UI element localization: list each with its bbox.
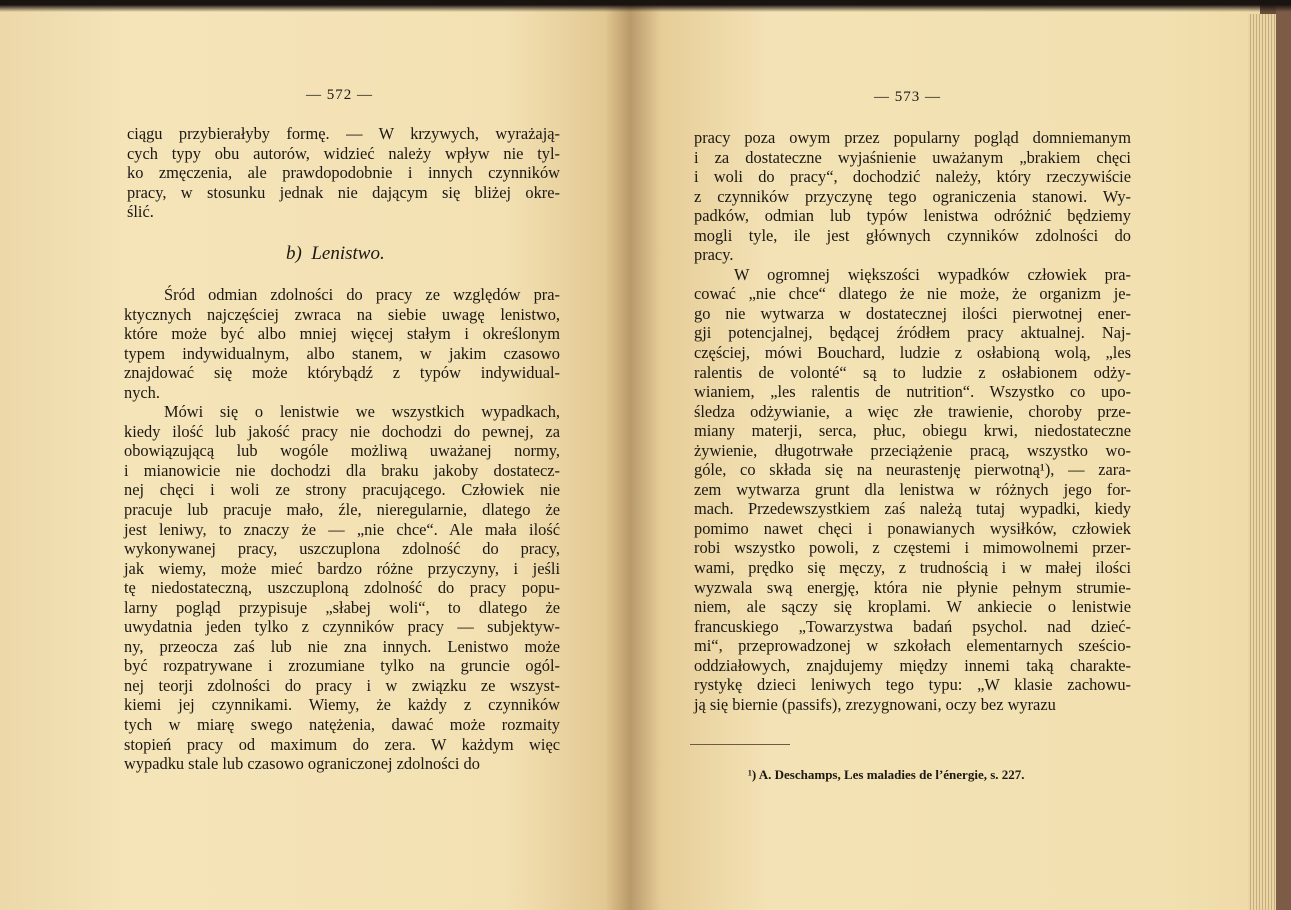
- left-page: [0, 0, 630, 910]
- text-line: być rozpatrywane i zrozumiane tylko na gruncie ogól-: [124, 656, 560, 676]
- text-line: Śród odmian zdolności do pracy ze względów pra-: [164, 285, 560, 304]
- text-line: obowiązującą lub wogóle możliwą uważanej normy,: [124, 441, 560, 461]
- footnote: ¹) A. Deschamps, Les maladies de l’énergie, s. 227.: [748, 767, 1025, 782]
- text-line: wypadku stale lub czasowo ograniczonej zdolności do: [124, 754, 480, 774]
- footnote-rule: [690, 744, 790, 745]
- text-line: ciągu przybierałyby formę. — W krzywych, wyrażają-: [127, 124, 560, 143]
- body-paragraphs-right: [694, 128, 1131, 714]
- section-heading: [286, 243, 385, 265]
- page-edges: [1248, 14, 1278, 910]
- section-letter: b): [286, 243, 302, 264]
- text-line: mach. Przedewszystkiem zaś należą tutaj wypadki, kiedy: [694, 499, 1131, 519]
- text-line: padków, odmian lub typów lenistwa odróżnić będziemy: [694, 206, 1131, 226]
- text-line: śledza odżywianie, a więc złe trawienie, choroby prze-: [694, 401, 1131, 421]
- text-line: ślić.: [127, 202, 154, 222]
- text-line: góle, co składa się na neurastenję pierwotną¹), — zara-: [694, 460, 1131, 480]
- text-line: stopień pracy od maximum do zera. W każdym więc: [124, 734, 560, 754]
- text-line: pomimo nawet chęci i ponawianych wysiłków, człowiek: [694, 518, 1131, 538]
- text-line: oddziałowych, znajdujemy między innemi taką charakte-: [694, 655, 1131, 675]
- text-line: Mówi się o lenistwie we wszystkich wypadkach,: [164, 402, 560, 422]
- text-line: które może być albo mniej więcej stałym i określonym: [124, 324, 560, 344]
- text-line: zem wytwarza grunt dla lenistwa w różnych jego for-: [694, 479, 1131, 499]
- text-line: ko zmęczenia, ale prawdopodobnie i innych czynników: [127, 163, 560, 183]
- text-line: kiedy ilość lub jakość pracy nie dochodzi do pewnej, za: [124, 421, 560, 441]
- text-line: wianiem, „les ralentis de nutrition“. Wszystko co upo-: [694, 382, 1131, 402]
- section-title: Lenistwo.: [311, 243, 385, 264]
- text-line: wykonywanej pracy, uszczuplona zdolność do pracy,: [124, 539, 560, 559]
- text-line: z czynników przyczynę tego ograniczenia stanowi. Wy-: [694, 186, 1131, 206]
- body-paragraphs-left: [124, 285, 560, 774]
- text-line: kiemi jej czynnikami. Wiemy, że każdy z czynników: [124, 695, 560, 715]
- text-line: nej teorji zdolności do pracy i w związku ze wszyst-: [124, 675, 560, 695]
- right-page: [630, 0, 1260, 910]
- text-line: niem, ale sączy się kroplami. W ankiecie o lenistwie: [694, 597, 1131, 617]
- text-line: znajdować się może którybądź z typów indywidual-: [124, 363, 560, 383]
- text-line: i mianowicie nie dochodzi dla braku jakoby dostatecz-: [124, 460, 560, 480]
- text-line: ralentis de volonté“ są to ludzie z osłabionem odży-: [694, 362, 1131, 382]
- text-line: i za dostateczne wyjaśnienie uważanym „brakiem chęci: [694, 147, 1131, 167]
- text-line: i woli do pracy“, dochodzić należy, który rzeczywiście: [694, 167, 1131, 187]
- top-shadow: [0, 0, 1291, 12]
- text-line: cych typy obu autorów, widzieć należy wpływ nie tyl-: [127, 143, 560, 163]
- text-line: cować „nie chce“ dlatego że nie może, że organizm je-: [694, 284, 1131, 304]
- intro-paragraph: [127, 124, 560, 222]
- text-line: W ogromnej większości wypadków człowiek pra-: [734, 264, 1131, 284]
- text-line: rystykę dzieci leniwych tego typu: „W klasie zachowu-: [694, 675, 1131, 695]
- page-number-right: — 573 —: [874, 89, 941, 105]
- text-line: wyzwala swą energję, która nie płynie pełnym strumie-: [694, 577, 1131, 597]
- text-line: ją się biernie (passifs), zrezygnowani, oczy bez wyrazu: [694, 694, 1056, 714]
- text-line: pracy poza owym przez popularny pogląd domniemanym: [694, 128, 1131, 147]
- text-line: mogli tyle, ile jest głównych czynników zdolności do: [694, 225, 1131, 245]
- book-cover-edge: [1276, 0, 1291, 910]
- text-line: francuskiego „Towarzystwa badań psychol. nad dzieć-: [694, 616, 1131, 636]
- text-line: tych w miarę swego natężenia, dawać może rozmaity: [124, 715, 560, 735]
- text-line: gji potencjalnej, będącej źródłem pracy aktualnej. Naj-: [694, 323, 1131, 343]
- text-line: tę niedostateczną, uszczuploną zdolność do pracy popu-: [124, 578, 560, 598]
- text-line: robi wszystko powoli, z częstemi i mimowolnemi przer-: [694, 538, 1131, 558]
- text-line: typem indywidualnym, albo stanem, w jakim czasowo: [124, 343, 560, 363]
- text-line: miany materji, serca, płuc, obiegu krwi, niedostateczne: [694, 421, 1131, 441]
- text-line: pracy.: [694, 245, 734, 265]
- text-line: częściej, mówi Bouchard, ludzie z osłabioną wolą, „les: [694, 343, 1131, 363]
- text-line: larny pogląd przypisuje „słabej woli“, to dlatego że: [124, 597, 560, 617]
- text-line: ny, przeocza zaś lub nie zna innych. Lenistwo może: [124, 636, 560, 656]
- text-line: ktycznych najczęściej zwraca na siebie uwagę lenistwo,: [124, 304, 560, 324]
- text-line: jak wiemy, może mieć bardzo różne przyczyny, i jeśli: [124, 558, 560, 578]
- page-number-left: — 572 —: [306, 87, 373, 103]
- text-line: nej chęci i woli ze strony pracującego. Człowiek nie: [124, 480, 560, 500]
- text-line: mi“, przeprowadzonej w szkołach elementarnych sześcio-: [694, 636, 1131, 656]
- text-line: go nie wytwarza w dostatecznej ilości pierwotnej ener-: [694, 303, 1131, 323]
- text-line: jest leniwy, to znaczy że — „nie chce“. Ale mała ilość: [124, 519, 560, 539]
- text-line: nych.: [124, 382, 160, 402]
- text-line: pracuje lub pracuje mało, źle, nieregularnie, dlatego że: [124, 500, 560, 520]
- text-line: wami, prędko się męczy, z trudnością i w małej ilości: [694, 558, 1131, 578]
- text-line: żywienie, długotrwałe przeciążenie pracą, wszystko wo-: [694, 440, 1131, 460]
- text-line: pracy, w stosunku jednak nie dającym się bliżej okre-: [127, 182, 560, 202]
- text-line: uwydatnia jeden tylko z czynników pracy — subjektyw-: [124, 617, 560, 637]
